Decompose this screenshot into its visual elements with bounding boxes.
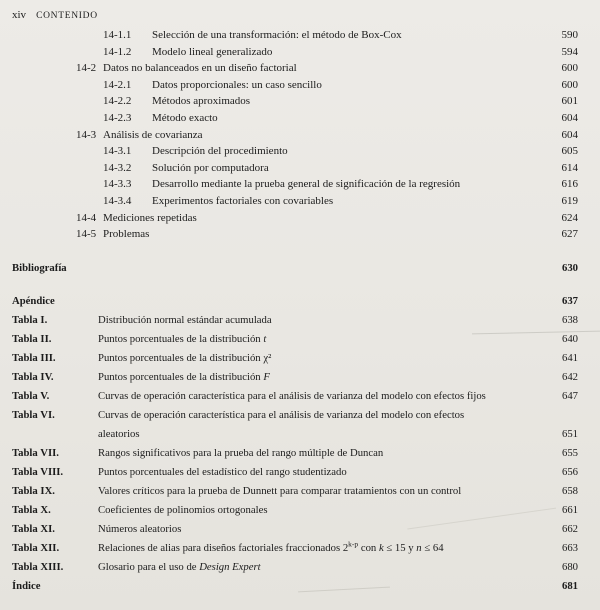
back-matter-entry-label: Índice bbox=[12, 579, 41, 592]
back-matter-entry bbox=[12, 520, 578, 539]
toc-entry-number: 14-3 bbox=[76, 128, 97, 141]
toc-entry bbox=[12, 44, 578, 61]
italic-text: F bbox=[263, 370, 270, 383]
back-matter-entry bbox=[12, 259, 578, 278]
toc-entry-page: 605 bbox=[561, 145, 578, 158]
toc-entry-page: 604 bbox=[561, 111, 578, 124]
back-matter-entry-title bbox=[98, 406, 542, 444]
back-matter-entry bbox=[12, 482, 578, 501]
toc-entry bbox=[12, 176, 578, 193]
toc-entry-page: 619 bbox=[561, 194, 578, 207]
back-matter-entry-page: 640 bbox=[561, 332, 578, 345]
toc-entry-number: 14-2.3 bbox=[103, 111, 132, 124]
toc-entry-page: 624 bbox=[561, 211, 578, 224]
toc-entry bbox=[12, 143, 578, 160]
back-matter-entry bbox=[12, 368, 578, 387]
back-matter-entry-page: 647 bbox=[561, 389, 578, 402]
back-matter-entry-label: Tabla VIII. bbox=[12, 465, 64, 478]
back-matter-entry-label: Tabla XII. bbox=[12, 541, 60, 554]
back-matter-entry-title bbox=[98, 558, 542, 577]
back-matter-entry-page: 681 bbox=[561, 579, 578, 592]
italic-text: t bbox=[263, 332, 267, 345]
back-matter-entry-title: Coeficientes de polinomios ortogonales bbox=[98, 503, 268, 516]
back-matter-entry-label: Tabla X. bbox=[12, 503, 51, 516]
back-matter-entry-title: Puntos porcentuales de la distribución χ² bbox=[98, 351, 272, 364]
folio-page-number: xiv bbox=[12, 9, 27, 21]
title-line: Curvas de operación característica para el análisis de varianza del modelo con efectos bbox=[98, 408, 465, 421]
back-matter-entry bbox=[12, 292, 578, 311]
back-matter-entry-page: 651 bbox=[561, 427, 578, 440]
back-matter-entry-page: 663 bbox=[561, 541, 578, 554]
toc-entry bbox=[12, 110, 578, 127]
toc-entry-page: 614 bbox=[561, 161, 578, 174]
back-matter-entry-title: Rangos significativos para la prueba del rango múltiple de Duncan bbox=[98, 446, 384, 459]
toc-entry-title: Solución por computadora bbox=[152, 161, 269, 174]
toc-entry-number: 14-3.1 bbox=[103, 145, 132, 158]
back-matter-entry bbox=[12, 311, 578, 330]
back-matter-entry-page: 680 bbox=[561, 560, 578, 573]
back-matter-entry-page: 637 bbox=[561, 294, 578, 307]
title-line: aleatorios bbox=[98, 427, 140, 440]
toc-entry bbox=[12, 160, 578, 177]
back-matter-entry bbox=[12, 387, 578, 406]
toc-entry-number: 14-2 bbox=[76, 62, 97, 75]
back-matter-entry bbox=[12, 558, 578, 577]
back-matter-entry-title bbox=[98, 539, 542, 558]
toc-entry bbox=[12, 93, 578, 110]
toc-entry-number: 14-3.3 bbox=[103, 178, 132, 191]
back-matter-entry bbox=[12, 539, 578, 558]
toc-entry-page: 600 bbox=[561, 78, 578, 91]
toc-entry-title: Datos proporcionales: un caso sencillo bbox=[152, 78, 322, 91]
toc-entry-title: Análisis de covarianza bbox=[103, 128, 203, 141]
back-matter-entry-title: Curvas de operación característica para el análisis de varianza del modelo con efectos fijos bbox=[98, 389, 486, 402]
back-matter-entry-page: 630 bbox=[561, 261, 578, 274]
back-matter-entry bbox=[12, 463, 578, 482]
toc-entry bbox=[12, 226, 578, 243]
back-matter-entry-title bbox=[98, 292, 542, 311]
back-matter-toc bbox=[12, 259, 578, 596]
back-matter-entry-page: 662 bbox=[561, 522, 578, 535]
back-matter-entry-page: 656 bbox=[561, 465, 578, 478]
toc-entry-number: 14-2.2 bbox=[103, 95, 132, 108]
toc-entry-page: 600 bbox=[561, 62, 578, 75]
italic-text: n bbox=[416, 541, 422, 554]
back-matter-entry-title bbox=[98, 259, 542, 278]
toc-entry-page: 604 bbox=[561, 128, 578, 141]
toc-entry bbox=[12, 27, 578, 44]
chapter-toc bbox=[12, 27, 578, 243]
back-matter-entry-label: Tabla I. bbox=[12, 313, 48, 326]
back-matter-entry-label: Tabla III. bbox=[12, 351, 56, 364]
back-matter-entry-label: Tabla XI. bbox=[12, 522, 55, 535]
back-matter-entry-title: Distribución normal estándar acumulada bbox=[98, 313, 272, 326]
toc-entry-title: Problemas bbox=[103, 228, 150, 241]
toc-entry-number: 14-2.1 bbox=[103, 78, 132, 91]
back-matter-entry-title: Puntos porcentuales del estadístico del rango studentizado bbox=[98, 465, 347, 478]
toc-entry-title: Método exacto bbox=[152, 111, 218, 124]
toc-entry-page: 590 bbox=[561, 29, 578, 41]
back-matter-entry-label: Apéndice bbox=[12, 294, 55, 307]
superscript-text: k-p bbox=[348, 539, 359, 549]
back-matter-entry bbox=[12, 577, 578, 596]
toc-entry-title: Selección de una transformación: el método de Box-Cox bbox=[152, 29, 402, 41]
text-segment: ≤ 15 y bbox=[383, 541, 417, 554]
toc-entry-page: 594 bbox=[561, 45, 578, 58]
toc-entry-number: 14-5 bbox=[76, 228, 97, 241]
toc-entry-title: Desarrollo mediante la prueba general de significación de la regresión bbox=[152, 178, 461, 191]
back-matter-entry-label: Tabla IV. bbox=[12, 370, 54, 383]
back-matter-entry-label: Tabla II. bbox=[12, 332, 52, 345]
toc-entry bbox=[12, 210, 578, 227]
toc-entry-number: 14-3.2 bbox=[103, 161, 132, 174]
back-matter-entry-label: Tabla XIII. bbox=[12, 560, 64, 573]
back-matter-entry-page: 655 bbox=[561, 446, 578, 459]
text-segment: Relaciones de alias para diseños factoriales fraccionados 2 bbox=[98, 541, 349, 554]
toc-entry-number: 14-1.2 bbox=[103, 45, 132, 58]
toc-entry bbox=[12, 60, 578, 77]
back-matter-entry-label: Tabla VII. bbox=[12, 446, 59, 459]
back-matter-entry-title: Números aleatorios bbox=[98, 522, 182, 535]
back-matter-entry bbox=[12, 501, 578, 520]
back-matter-entry bbox=[12, 406, 578, 444]
back-matter-entry-label: Tabla V. bbox=[12, 389, 50, 402]
back-matter-entry-title: Valores críticos para la prueba de Dunnett para comparar tratamientos con un control bbox=[98, 484, 462, 497]
back-matter-entry-label: Tabla VI. bbox=[12, 408, 55, 421]
toc-entry-title: Métodos aproximados bbox=[152, 95, 251, 108]
back-matter-entry bbox=[12, 330, 578, 349]
back-matter-entry-label: Bibliografía bbox=[12, 261, 67, 274]
toc-entry bbox=[12, 193, 578, 210]
back-matter-entry-label: Tabla IX. bbox=[12, 484, 55, 497]
toc-entry-number: 14-4 bbox=[76, 211, 97, 224]
text-segment: con bbox=[358, 541, 379, 554]
page-header bbox=[12, 9, 578, 21]
text-segment: ≤ 64 bbox=[421, 541, 444, 554]
back-matter-entry-title bbox=[98, 577, 542, 596]
toc-entry-title: Descripción del procedimiento bbox=[152, 145, 288, 158]
toc-entry-number: 14-3.4 bbox=[103, 194, 132, 207]
back-matter-entry bbox=[12, 444, 578, 463]
toc-entry bbox=[12, 127, 578, 144]
toc-entry-page: 616 bbox=[561, 178, 578, 191]
toc-entry-page: 601 bbox=[561, 95, 578, 108]
back-matter-entry-page: 658 bbox=[561, 484, 578, 497]
italic-text: k bbox=[378, 541, 384, 554]
toc-entry-title: Mediciones repetidas bbox=[103, 211, 197, 224]
back-matter-entry bbox=[12, 349, 578, 368]
text-segment: Puntos porcentuales de la distribución bbox=[98, 332, 264, 345]
text-segment: Glosario para el uso de bbox=[98, 560, 200, 573]
text-segment: Puntos porcentuales de la distribución bbox=[98, 370, 264, 383]
toc-entry-number: 14-1.1 bbox=[103, 29, 132, 41]
back-matter-entry-page: 661 bbox=[561, 503, 578, 516]
toc-entry-title: Modelo lineal generalizado bbox=[152, 45, 273, 58]
toc-entry-title: Datos no balanceados en un diseño factorial bbox=[103, 62, 297, 75]
toc-entry bbox=[12, 77, 578, 94]
running-header: CONTENIDO bbox=[36, 11, 98, 21]
toc-entry-title: Experimentos factoriales con covariables bbox=[152, 194, 334, 207]
back-matter-entry-page: 638 bbox=[561, 313, 578, 326]
back-matter-entry-title bbox=[98, 368, 542, 387]
back-matter-entry-title bbox=[98, 330, 542, 349]
back-matter-entry-page: 642 bbox=[561, 370, 578, 383]
toc-entry-page: 627 bbox=[561, 228, 578, 241]
italic-text: Design Expert bbox=[199, 560, 261, 573]
back-matter-entry-page: 641 bbox=[561, 351, 578, 364]
